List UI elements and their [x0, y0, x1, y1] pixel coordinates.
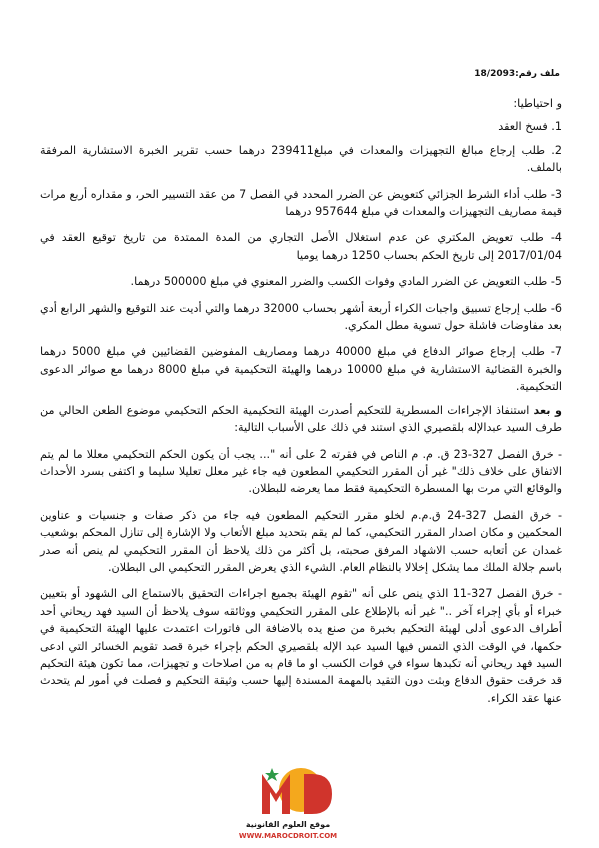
file-reference: ملف رقم:18/2093 [474, 69, 560, 79]
transition-lead: و بعد [533, 403, 563, 417]
request-item-1: 1. فسخ العقد [498, 120, 562, 134]
logo-star [265, 768, 279, 781]
watermark-caption-url: WWW.MAROCDROIT.COM [238, 832, 338, 840]
request-item-7: 7- طلب إرجاع صوائر الدفاع في مبلغ 40000 درهما ومصاريف المفوضين القضائيين في مبلغ 5000 درهما والخبرة القضائية الاستشارية في مبلغ 10000 درهما والهيئة التحكيمية في مبلغ 8000 درهما مع صوائر الدعوى التحكيمية. [40, 345, 563, 394]
logo-letter-d [304, 774, 332, 814]
md-logo-icon [208, 764, 368, 820]
watermark-logo [208, 764, 368, 848]
request-item-5: 5- طلب التعويض عن الضرر المادي وفوات الكسب والضرر المعنوي في مبلغ 500000 درهما. [130, 275, 562, 289]
transition-paragraph [40, 402, 562, 437]
reason-2: - خرق الفصل 327-24 ق.م.م لخلو مقرر التحكيم المطعون فيه جاء من ذكر صفات و جنسيات و عناوين المحكمين و مكان اصدار المقرر التحكيمي، كما لم يقم بتحديد مبلغ الأتعاب ولا الإشارة إلى تنازل المحكم بوشعيب غمدان عن أتعابه حسب الاشهاد المرفق صحبته، بل أكثر من ذلك يلاحظ أن المقرر التحكيمي لم ينص أنه صدر باسم جلالة الملك مما يشكل إخلالا بالنظام العام. الشيء الذي يعرض المقرر التحكيمي الى البطلان. [40, 508, 562, 574]
document-body [40, 95, 562, 716]
transition-text: استنفاذ الإجراءات المسطرية للتحكيم أصدرت الهيئة التحكيمية الحكم التحكيمي موضوع الطعن الحالي من طرف السيد عبدالإله بلقصيري الذي استند في ذلك على الأسباب التالية: [40, 403, 562, 435]
reason-3: - خرق الفصل 327-11 الذي ينص على أنه "تقوم الهيئة بجميع اجراءات التحقيق بالاستماع الى الشهود أو بتعيين خبراء أو بأي إجراء آخر .." غير أنه بالإطلاع على المقرر التحكيمي ووثائقه سوف يلاحظ أن السيد فهد ريحاني أحد أطراف الدعوى أدلى لهيئة التحكيم بخبرة من صنع يده بالاضافة الى فاتورات اعتمدت عليها الهيئة التحكيمية في حكمها، في الوقت الذي التمس فيها السيد عبد الإله بلقصيري الحكم بإجراء خبرة قصد تقويم الخسائر التي ادعى السيد فهد ريحاني أنه تكبدها سواء في فوات الكسب او ما قام به من اصلاحات و تجهيزات، مما تكون هيئة التحكيم قد خرقت حقوق الدفاع وبثت دون التقيد بالمهمة المسندة إليها حسب وثيقة التحكيم و فصلت في أمور لم يتحدث عنها عقد الكراء. [40, 587, 563, 705]
request-item-4: 4- طلب تعويض المكتري عن عدم استغلال الأصل التجاري من المدة الممتدة من تاريخ توقيع العقد في 2017/01/04 إلى تاريخ الحكم بحساب 1250 درهما يوميا [40, 231, 562, 262]
request-item-2: 2. طلب إرجاع مبالغ التجهيزات والمعدات في مبلغ239411 درهما حسب تقرير الخبرة الاستشارية المرفقة بالملف. [40, 143, 562, 175]
request-item-3: 3- طلب أداء الشرط الجزائي كتعويض عن الضرر المحدد في الفصل 7 من عقد التسيير الحر، و مقداره أربع مرات قيمة مصاريف التجهيزات والمعدات في مبلغ 957644 درهما [40, 187, 563, 219]
request-item-6: 6- طلب إرجاع تسبيق واجبات الكراء أربعة أشهر بحساب 32000 درهما والتي أديت عند التوقيع والشهر الرابع أدي بعد مفاوضات فاشلة حول تسوية مطل المكري. [40, 301, 563, 333]
reason-1: - خرق الفصل 327-23 ق. م. م الناص في فقرته 2 على أنه "... يجب أن يكون الحكم التحكيمي معللا ما لم يتم الاتفاق على خلاف ذلك" غير أن المقرر التحكيمي المطعون فيه جاء غير معلل تعليلا سليما و اكتفى بسرد الأحداث والوقائع التي مرت بها المسطرة التحكيمية فقط مما يعرضه للبطلان. [40, 447, 562, 496]
intro-line: و احتياطيا: [513, 97, 562, 110]
watermark-caption-arabic: موقع العلوم القانونية [245, 820, 331, 829]
